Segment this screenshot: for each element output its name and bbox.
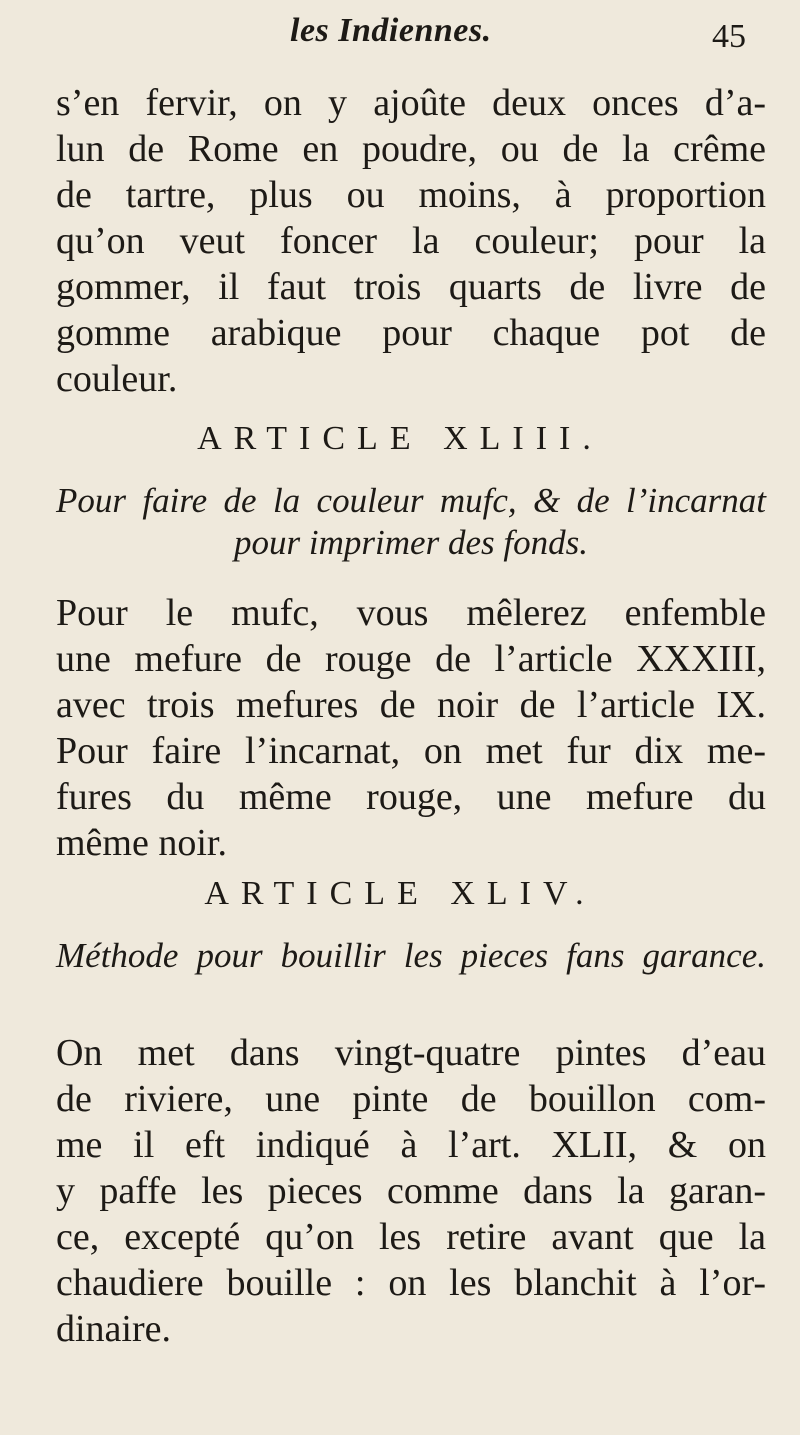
text-line: gommer, il faut trois quarts de livre de xyxy=(56,266,766,308)
article-44-heading: ARTICLE XLIV. xyxy=(204,875,596,912)
running-title: les Indiennes. xyxy=(290,12,492,49)
text-line: couleur. xyxy=(56,358,178,400)
text-line: On met dans vingt-quatre pintes d’eau xyxy=(56,1032,766,1074)
article-44-paragraph xyxy=(56,1030,766,1352)
subtitle-line: Pour faire de la couleur mufc, & de l’incarnat xyxy=(56,481,766,520)
text-line: une mefure de rouge de l’article XXXIII, xyxy=(56,638,766,680)
text-line: de tartre, plus ou moins, à proportion xyxy=(56,174,766,216)
text-line: me il eft indiqué à l’art. XLII, & on xyxy=(56,1124,766,1166)
text-line: gomme arabique pour chaque pot de xyxy=(56,312,766,354)
text-line: dinaire. xyxy=(56,1308,172,1350)
subtitle-line: Méthode pour bouillir les pieces fans garance. xyxy=(56,936,766,975)
text-line: de riviere, une pinte de bouillon com- xyxy=(56,1078,766,1120)
page-number: 45 xyxy=(712,18,746,55)
text-line: s’en fervir, on y ajoûte deux onces d’a- xyxy=(56,82,766,124)
subtitle-line: pour imprimer des fonds. xyxy=(234,523,588,562)
text-line: même noir. xyxy=(56,822,227,864)
continuation-paragraph xyxy=(56,80,766,402)
article-43-heading: ARTICLE XLIII. xyxy=(197,420,603,457)
article-44-subtitle xyxy=(56,935,766,977)
text-line: ce, excepté qu’on les retire avant que la xyxy=(56,1216,766,1258)
article-43-subtitle xyxy=(56,480,766,564)
text-line: Pour faire l’incarnat, on met fur dix me- xyxy=(56,730,766,772)
text-line: chaudiere bouille : on les blanchit à l’or- xyxy=(56,1262,766,1304)
text-line: fures du même rouge, une mefure du xyxy=(56,776,766,818)
text-line: avec trois mefures de noir de l’article IX. xyxy=(56,684,766,726)
article-43-paragraph xyxy=(56,590,766,866)
running-head xyxy=(0,12,800,64)
text-line: y paffe les pieces comme dans la garan- xyxy=(56,1170,766,1212)
text-line: lun de Rome en poudre, ou de la crême xyxy=(56,128,766,170)
text-line: Pour le mufc, vous mêlerez enfemble xyxy=(56,592,766,634)
text-line: qu’on veut foncer la couleur; pour la xyxy=(56,220,766,262)
